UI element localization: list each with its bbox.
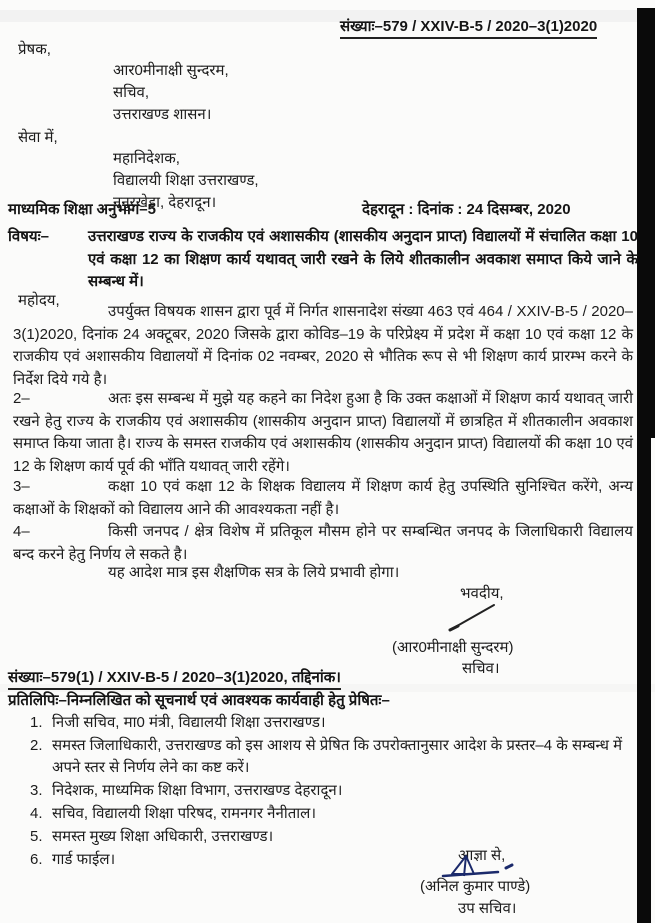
copy-distribution-list xyxy=(30,712,632,872)
deputy-name: (अनिल कुमार पाण्डे) xyxy=(420,878,531,895)
signatory-title: सचिव। xyxy=(462,660,500,677)
copy-list-item xyxy=(30,849,632,871)
paragraph-3-text: कक्षा 10 एवं कक्षा 12 के शिक्षक विद्यालय में शिक्षण कार्य हेतु उपस्थिति सुनिश्चित करेंगे, अन्य कक्षाओं के शिक्षकों को विद्यालय आने की आवश्यकता नहीं है। xyxy=(13,478,633,518)
copy-item-number: 4. xyxy=(30,805,43,822)
recipient-designation: महानिदेशक, xyxy=(113,150,180,167)
copy-item-number: 5. xyxy=(30,828,43,845)
sender-label: प्रेषक, xyxy=(18,41,51,58)
by-order-label: आज्ञा से, xyxy=(458,847,506,864)
copy-item-text: गार्ड फाईल। xyxy=(52,851,116,868)
copy-list-item xyxy=(30,780,632,802)
subject-text: उत्तराखण्ड राज्य के राजकीय एवं अशासकीय (शासकीय अनुदान प्राप्त) विद्यालयों में संचालित कक्षा 10 एवं कक्षा 12 का शिक्षण कार्य यथावत् जारी रखने के लिये शीतकालीन अवकाश समाप्त किये जाने के सम्बन्ध में। xyxy=(88,228,638,290)
deputy-title: उप सचिव। xyxy=(458,900,517,917)
paragraph-1: उपर्युक्त विषयक शासन द्वारा पूर्व में निर्गत शासनादेश संख्या 463 एवं 464 / XXIV-B-5 / 2020–3(1)2020, दिनांक 24 अक्टूबर, 2020 जिसके द्वारा कोविड–19 के परिप्रेक्ष्य में प्रदेश में कक्षा 10 एवं कक्षा 12 के राजकीय एवं अशासकीय विद्यालयों में दिनांक 02 नवम्बर, 2020 से भौतिक रूप से भी शिक्षण कार्य प्रारम्भ करने के निर्देश दिये गये है। xyxy=(13,303,633,388)
paragraph-2 xyxy=(13,388,633,478)
sender-org: उत्तराखण्ड शासन। xyxy=(113,106,212,123)
section-name: माध्यमिक शिक्षा अनुभाग–5 xyxy=(8,201,156,218)
copy-item-number: 3. xyxy=(30,782,43,799)
paragraph-3-number: 3– xyxy=(13,478,30,495)
salutation: महोदय, xyxy=(18,292,60,309)
copy-item-number: 1. xyxy=(30,714,43,731)
copy-item-text: निजी सचिव, मा0 मंत्री, विद्यालयी शिक्षा उत्तराखण्ड। xyxy=(52,714,326,731)
reference-number-top: संख्याः–579 / XXIV-B-5 / 2020–3(1)2020 xyxy=(340,16,597,39)
recipient-label: सेवा में, xyxy=(18,129,58,146)
signature-stroke-secretary xyxy=(448,602,498,632)
paragraph-4 xyxy=(13,521,633,566)
scan-edge-right-top xyxy=(649,8,655,438)
closing-note: यह आदेश मात्र इस शैक्षणिक सत्र के लिये प्रभावी होगा। xyxy=(108,564,400,581)
copy-list-item xyxy=(30,735,632,779)
paragraph-3 xyxy=(13,476,633,521)
copy-heading: प्रतिलिपिः–निम्नलिखित को सूचनार्थ एवं आवश्यक कार्यवाही हेतु प्रेषितः– xyxy=(8,692,390,709)
copy-item-number: 2. xyxy=(30,737,43,754)
place-date: देहरादून : दिनांक : 24 दिसम्बर, 2020 xyxy=(362,201,571,218)
copy-item-number: 6. xyxy=(30,851,43,868)
paragraph-4-text: किसी जनपद / क्षेत्र विशेष में प्रतिकूल मौसम होने पर सम्बन्धित जनपद के जिलाधिकारी विद्यालय बन्द करने हेतु निर्णय ले सकते है। xyxy=(13,523,633,563)
paragraph-2-text: अतः इस सम्बन्ध में मुझे यह कहने का निदेश हुआ है कि उक्त कक्षाओं में शिक्षण कार्य यथावत् जारी रखने हेतु राज्य के राजकीय एवं अशासकीय (शासकीय अनुदान प्राप्त) विद्यालयों में छात्रहित में शीतकालीन अवकाश समाप्त किया जाता है। राज्य के समस्त राजकीय एवं अशासकीय (शासकीय अनुदान प्राप्त) विद्यालयों की कक्षा 10 एवं 12 के शिक्षण कार्य पूर्व की भाँति यथावत् जारी रहेंगे। xyxy=(13,390,633,475)
signatory-name: (आर0मीनाक्षी सुन्दरम) xyxy=(392,639,514,656)
paragraph-4-number: 4– xyxy=(13,523,30,540)
valediction: भवदीय, xyxy=(460,585,504,602)
copy-list-item xyxy=(30,803,632,825)
recipient-org: विद्यालयी शिक्षा उत्तराखण्ड, xyxy=(113,172,259,189)
paragraph-2-number: 2– xyxy=(13,390,30,407)
copy-item-text: निदेशक, माध्यमिक शिक्षा विभाग, उत्तराखण्ड देहरादून। xyxy=(52,782,343,799)
copy-item-text: सचिव, विद्यालयी शिक्षा परिषद, रामनगर नैनीताल। xyxy=(52,805,316,822)
reference-number-copy: संख्याः–579(1) / XXIV-B-5 / 2020–3(1)2020, तद्दिनांक। xyxy=(8,667,341,690)
sender-designation: सचिव, xyxy=(113,84,150,101)
recipient-address: ननूरखेडा, देहरादून। xyxy=(113,194,217,211)
sender-name: आर0मीनाक्षी सुन्दरम, xyxy=(113,62,229,79)
copy-list-item xyxy=(30,712,632,734)
copy-list-item xyxy=(30,826,632,848)
subject-label: विषयः– xyxy=(8,228,49,245)
copy-item-text: समस्त मुख्य शिक्षा अधिकारी, उत्तराखण्ड। xyxy=(52,828,274,845)
sender-block xyxy=(113,60,229,126)
copy-item-text: समस्त जिलाधिकारी, उत्तराखण्ड को इस आशय से प्रेषित कि उपरोक्तानुसार आदेश के प्रस्तर–4 के सम्बन्ध में अपने स्तर से निर्णय लेने का कष्ट करें। xyxy=(52,737,623,776)
